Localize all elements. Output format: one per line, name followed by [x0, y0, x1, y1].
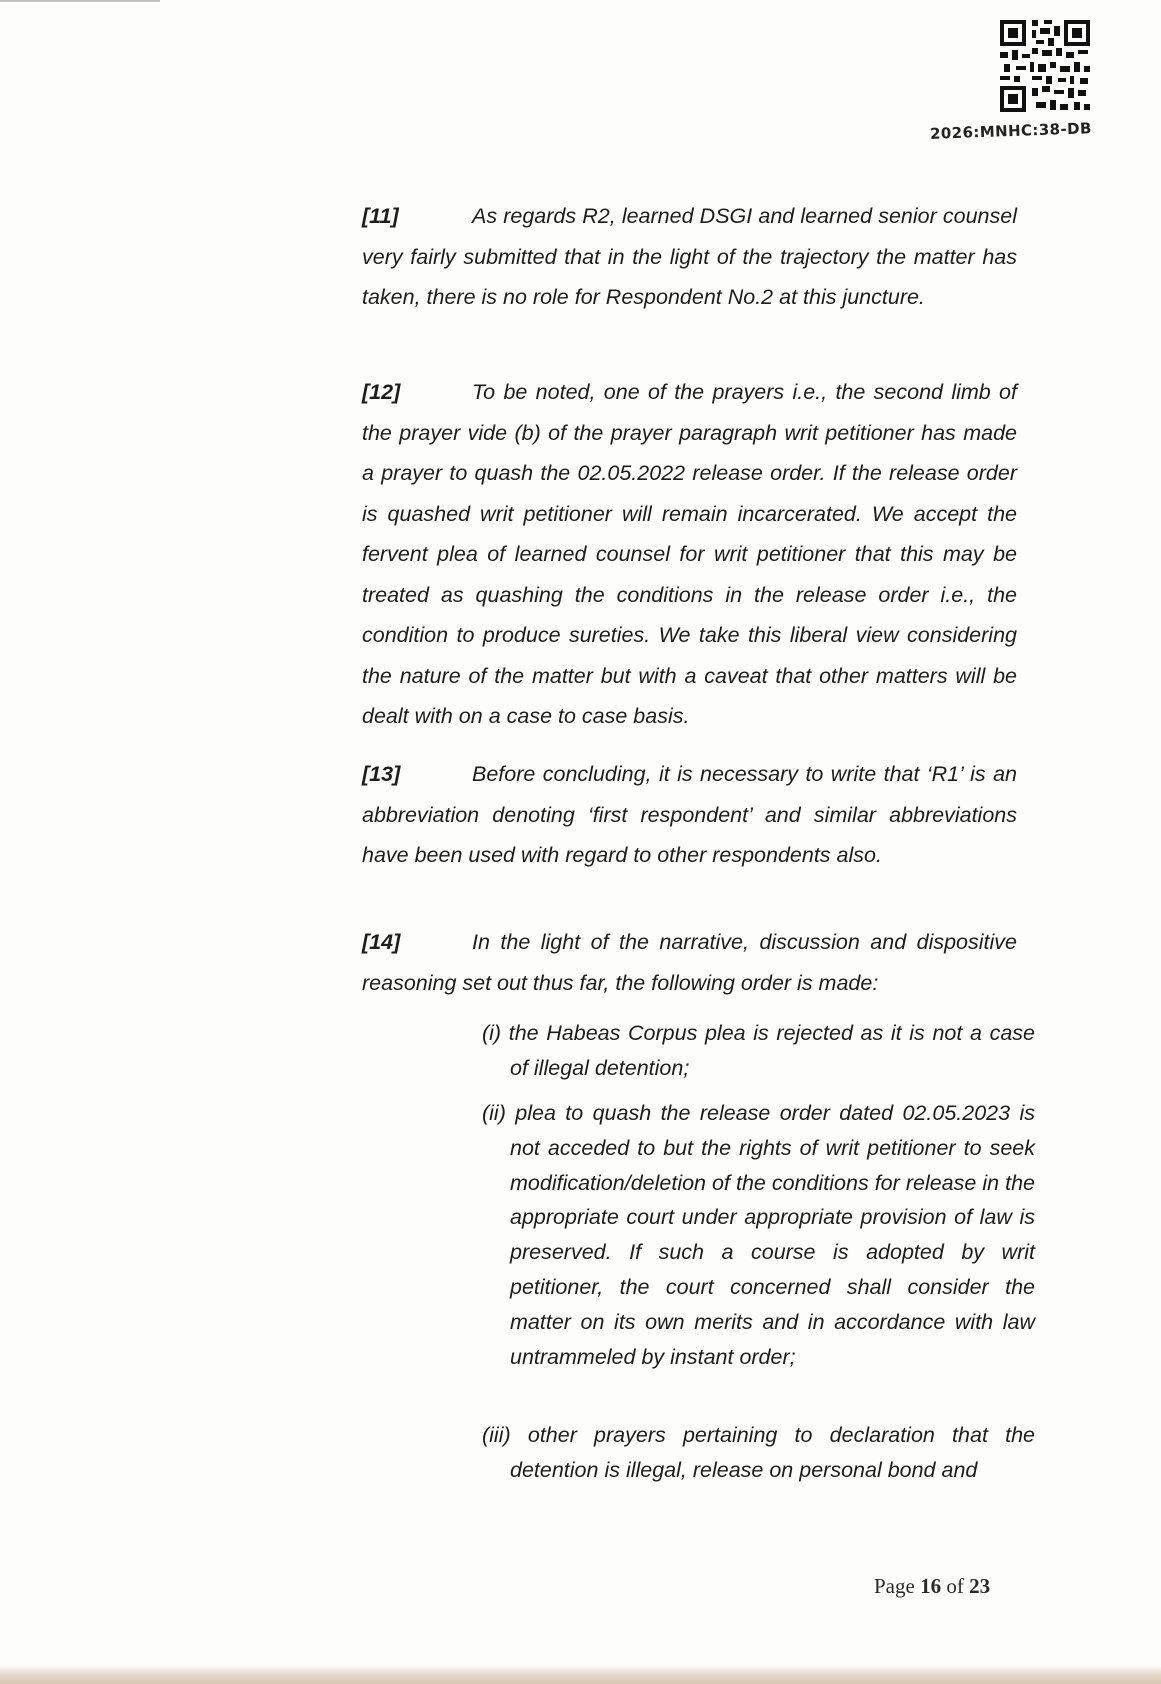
paragraph-14: [362, 922, 1017, 1003]
scan-edge-strip: [0, 1666, 1161, 1684]
paragraph-13: [362, 754, 1017, 876]
paragraph-text: In the light of the narrative, discussion and dispositive reasoning set out thus far, the following order is made:: [362, 930, 1017, 995]
paragraph-number: [14]: [362, 930, 401, 954]
paragraph-text: As regards R2, learned DSGI and learned senior counsel very fairly submitted that in the light of the trajectory the matter has taken, there is no role for Respondent No.2 at this juncture.: [362, 204, 1017, 309]
order-item-i: [482, 1016, 1035, 1086]
order-item-marker: (ii): [482, 1101, 506, 1125]
paragraph-text: To be noted, one of the prayers i.e., the second limb of the prayer vide (b) of the prayer paragraph writ petitioner has made a prayer to quash the 02.05.2022 release order. If the release order is quashed writ petitioner will remain incarcerated. We accept the fervent plea of learned counsel for writ petitioner that this may be treated as quashing the conditions in the release order i.e., the condition to produce sureties. We take this liberal view considering the nature of the matter but with a caveat that other matters will be dealt with on a case to case basis.: [362, 380, 1017, 728]
order-item-marker: (i): [482, 1021, 502, 1045]
order-item-text: the Habeas Corpus plea is rejected as it is not a case of illegal detention;: [508, 1021, 1035, 1080]
paragraph-number: [12]: [362, 380, 401, 404]
paragraph-text: Before concluding, it is necessary to write that ‘R1’ is an abbreviation denoting ‘first respondent’ and similar abbreviations have been used with regard to other respondents also.: [362, 762, 1017, 867]
page-footer: [874, 1574, 990, 1599]
total-pages: 23: [969, 1574, 991, 1598]
order-item-text: other prayers pertaining to declaration that the detention is illegal, release on personal bond and: [510, 1423, 1035, 1482]
order-item-ii: [482, 1096, 1035, 1374]
page-label: Page: [874, 1574, 915, 1598]
paragraph-number: [11]: [362, 204, 399, 228]
top-edge-rule: [0, 0, 160, 2]
paragraph-number: [13]: [362, 762, 401, 786]
paragraph-11: [362, 196, 1017, 318]
neutral-citation: 2026:MNHC:38-DB: [929, 119, 1093, 143]
paragraph-12: [362, 372, 1017, 737]
order-item-marker: (iii): [482, 1423, 511, 1447]
qr-code-icon: [998, 18, 1092, 114]
order-item-text: plea to quash the release order dated 02.05.2023 is not acceded to but the rights of writ petitioner to seek modification/deletion of the conditions for release in the appropriate court under appropriate provision of law is preserved. If such a course is adopted by writ petitioner, the court concerned shall consider the matter on its own merits and in accordance with law untrammeled by instant order;: [510, 1101, 1035, 1369]
of-label: of: [946, 1574, 964, 1598]
order-item-iii: [482, 1418, 1035, 1488]
page-number: 16: [920, 1574, 942, 1598]
